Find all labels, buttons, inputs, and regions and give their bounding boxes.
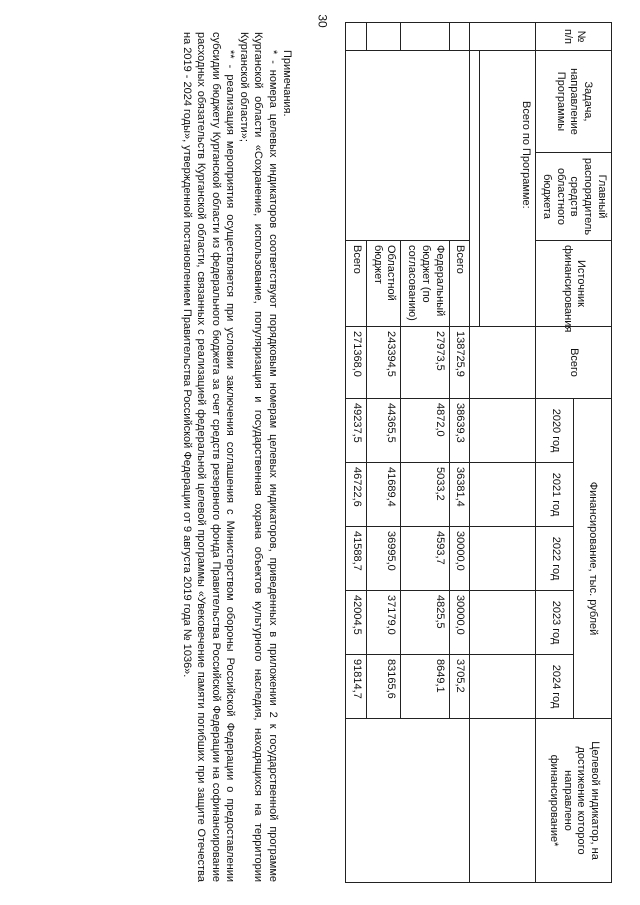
source-cell: Федеральный бюджет (по согласованию) xyxy=(401,241,449,327)
year-cell xyxy=(470,527,536,591)
year-cell xyxy=(470,655,536,719)
empty-cell xyxy=(346,23,367,51)
total-cell: 27973,5 xyxy=(401,327,449,399)
year-cell: 30000,0 xyxy=(449,527,470,591)
source-cell: Всего xyxy=(449,241,470,327)
year-cell: 38639,3 xyxy=(449,399,470,463)
note-1: * - номера целевых индикаторов соответствуют порядковым номерам целевых индикаторов, приведенных в приложении 2 к государственной программе Курганской области «Сохранение, использование, популяризация и государственная охрана объектов культурного наследия, находящихся на территории Курганской области»; xyxy=(238,32,279,882)
total-cell: 138725,9 xyxy=(449,327,470,399)
total-cell: 271368,0 xyxy=(346,327,367,399)
empty-cell xyxy=(401,23,449,51)
header-row-1 xyxy=(574,23,612,883)
year-cell xyxy=(470,591,536,655)
header-financing: Финансирование, тыс. рублей xyxy=(574,399,612,719)
empty-cell xyxy=(470,23,536,51)
year-cell: 44365,5 xyxy=(367,399,402,463)
year-cell: 5033,2 xyxy=(401,463,449,527)
source-cell: Областной бюджет xyxy=(367,241,402,327)
table-row xyxy=(449,23,470,883)
year-cell: 41588,7 xyxy=(346,527,367,591)
header-source: Источник финансирования xyxy=(536,241,612,327)
note-2: ** - реализация мероприятия осуществляется при условии заключения соглашения с Министерством обороны Российской Федерации о предоставлении субсидии бюджету Курганской области из федерального бюджета за счет средств резервного фонда Правительства Российской Федерации на софинансирование расходных обязательств Курганской области, связанных с реализацией федеральной целевой программы «Увековечение памяти погибших при защите Отечества на 2019 - 2024 годы», утвержденной постановлением Правительства Российской Федерации от 9 августа 2019 года № 1036». xyxy=(180,32,236,882)
header-manager: Главный распорядитель средств областного бюджета xyxy=(536,153,612,241)
source-cell: Всего xyxy=(346,241,367,327)
header-year: 2024 год xyxy=(536,655,574,719)
notes-section xyxy=(180,32,294,882)
empty-cell xyxy=(367,23,402,51)
table-row xyxy=(470,23,536,883)
header-year: 2020 год xyxy=(536,399,574,463)
group-label-text: Всего по Программе: xyxy=(520,101,533,209)
rotated-page-content xyxy=(32,22,612,882)
page-number: 30 xyxy=(315,14,330,28)
year-cell: 37179,0 xyxy=(367,591,402,655)
spacer xyxy=(474,55,480,322)
target-cell xyxy=(346,719,470,883)
row-divider xyxy=(480,51,481,326)
year-cell: 42004,5 xyxy=(346,591,367,655)
year-cell: 36995,0 xyxy=(367,527,402,591)
year-cell: 8649,1 xyxy=(401,655,449,719)
year-cell: 3705,2 xyxy=(449,655,470,719)
header-num: № п/п xyxy=(536,23,612,51)
year-cell: 36381,4 xyxy=(449,463,470,527)
header-task: Задача, направление Программы xyxy=(536,51,612,153)
financing-table xyxy=(345,22,612,883)
year-cell: 4872,0 xyxy=(401,399,449,463)
empty-cell xyxy=(449,23,470,51)
year-cell: 4593,7 xyxy=(401,527,449,591)
year-cell xyxy=(470,399,536,463)
year-cell: 46722,6 xyxy=(346,463,367,527)
total-cell xyxy=(470,327,536,399)
total-cell: 243394,5 xyxy=(367,327,402,399)
group-label xyxy=(470,51,536,327)
target-cell xyxy=(470,719,536,883)
header-target: Целевой индикатор, на достижение которого направлено финансирование* xyxy=(536,719,612,883)
spacer xyxy=(481,55,519,322)
header-year: 2021 год xyxy=(536,463,574,527)
year-cell: 91814,7 xyxy=(346,655,367,719)
year-cell xyxy=(470,463,536,527)
year-cell: 30000,0 xyxy=(449,591,470,655)
notes-heading: Примечания. xyxy=(281,50,293,117)
year-cell: 83165,6 xyxy=(367,655,402,719)
header-year: 2023 год xyxy=(536,591,574,655)
year-cell: 4825,5 xyxy=(401,591,449,655)
empty-cell xyxy=(346,51,470,241)
year-cell: 49237,5 xyxy=(346,399,367,463)
year-cell: 41689,4 xyxy=(367,463,402,527)
header-total: Всего xyxy=(536,327,612,399)
header-year: 2022 год xyxy=(536,527,574,591)
